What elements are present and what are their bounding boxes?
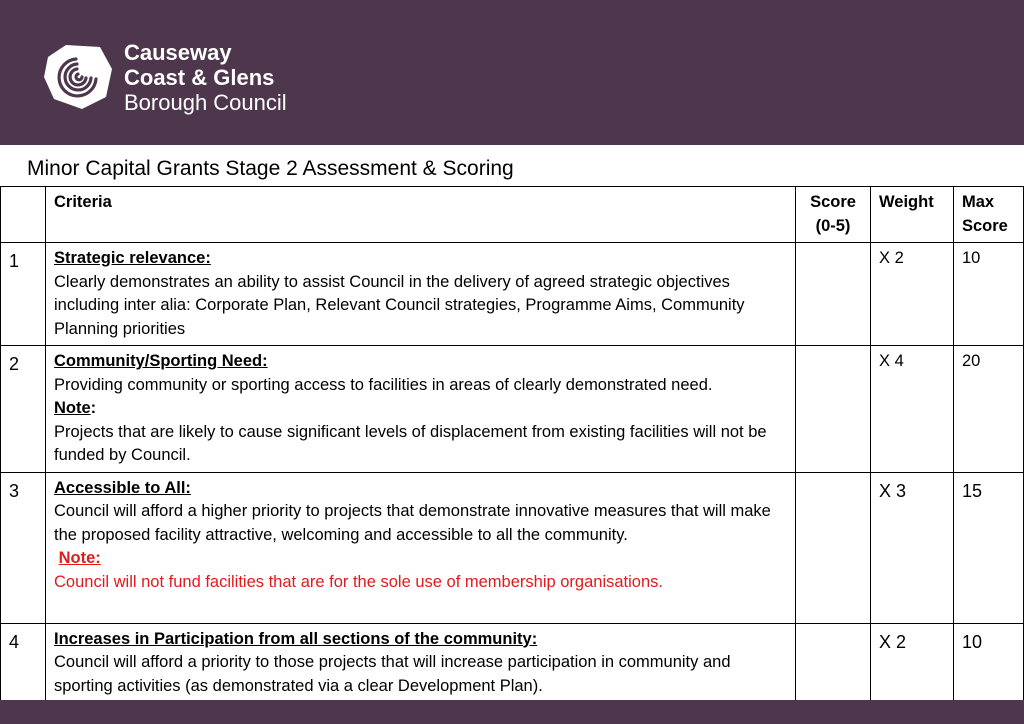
criteria-heading: Strategic relevance: — [54, 249, 211, 267]
weight-cell: X 2 — [871, 623, 954, 703]
max-score-header: Max Score — [954, 187, 1024, 243]
table-row — [1, 243, 1024, 346]
weight-cell: X 2 — [871, 243, 954, 346]
criteria-cell — [46, 472, 796, 623]
council-logo — [42, 40, 302, 120]
criteria-text: Council will afford a higher priority to projects that demonstrate innovative measures that will make the proposed facility attractive, welcoming and accessible to all the community. — [54, 502, 771, 544]
row-number: 1 — [1, 243, 46, 346]
criteria-cell — [46, 346, 796, 473]
footer-band — [0, 700, 1024, 724]
criteria-heading: Accessible to All: — [54, 478, 191, 497]
criteria-text: Clearly demonstrates an ability to assist Council in the delivery of agreed strategic objectives including inter alia: Corporate Plan, Relevant Council strategies, Programme Aims, Community Planning priorities — [54, 272, 745, 338]
score-cell[interactable] — [796, 623, 871, 703]
number-header — [1, 187, 46, 243]
score-cell[interactable] — [796, 472, 871, 623]
score-header: Score (0-5) — [796, 187, 871, 243]
logo-line-1: Causeway — [124, 40, 232, 65]
note-label: Note: — [58, 549, 101, 567]
document-title: Minor Capital Grants Stage 2 Assessment & Scoring — [27, 157, 514, 180]
max-score-cell: 10 — [954, 623, 1024, 703]
note-text: Projects that are likely to cause significant levels of displacement from existing facilities will not be funded by Council. — [54, 422, 767, 464]
header-banner — [0, 0, 1024, 145]
table-row — [1, 346, 1024, 473]
score-cell[interactable] — [796, 243, 871, 346]
criteria-cell — [46, 243, 796, 346]
row-number: 3 — [1, 472, 46, 623]
row-number: 4 — [1, 623, 46, 703]
note-label: Note — [54, 399, 91, 417]
weight-cell: X 3 — [871, 472, 954, 623]
note-line — [54, 547, 787, 571]
criteria-text: Council will afford a priority to those projects that will increase participation in community and sporting activities (as demonstrated via a clear Development Plan). — [54, 653, 731, 695]
logo-line-2: Coast & Glens — [124, 65, 275, 90]
note-line: Note: — [54, 399, 97, 417]
logo-line-3: Borough Council — [124, 90, 287, 115]
weight-cell: X 4 — [871, 346, 954, 473]
table-row — [1, 472, 1024, 623]
criteria-heading: Community/Sporting Need: — [54, 352, 268, 370]
spiral-stone-icon — [42, 43, 114, 111]
criteria-cell — [46, 623, 796, 703]
table-header-row — [1, 187, 1024, 243]
max-score-cell: 20 — [954, 346, 1024, 473]
criteria-heading: Increases in Participation from all sections of the community: — [54, 629, 538, 648]
max-score-cell: 15 — [954, 472, 1024, 623]
table-row — [1, 623, 1024, 703]
scoring-table — [0, 186, 1024, 703]
criteria-header: Criteria — [46, 187, 796, 243]
note-text: Council will not fund facilities that are for the sole use of membership organisations. — [54, 572, 663, 591]
row-number: 2 — [1, 346, 46, 473]
criteria-text: Providing community or sporting access to facilities in areas of clearly demonstrated need. — [54, 375, 713, 394]
max-score-cell: 10 — [954, 243, 1024, 346]
weight-header: Weight — [871, 187, 954, 243]
score-cell[interactable] — [796, 346, 871, 473]
